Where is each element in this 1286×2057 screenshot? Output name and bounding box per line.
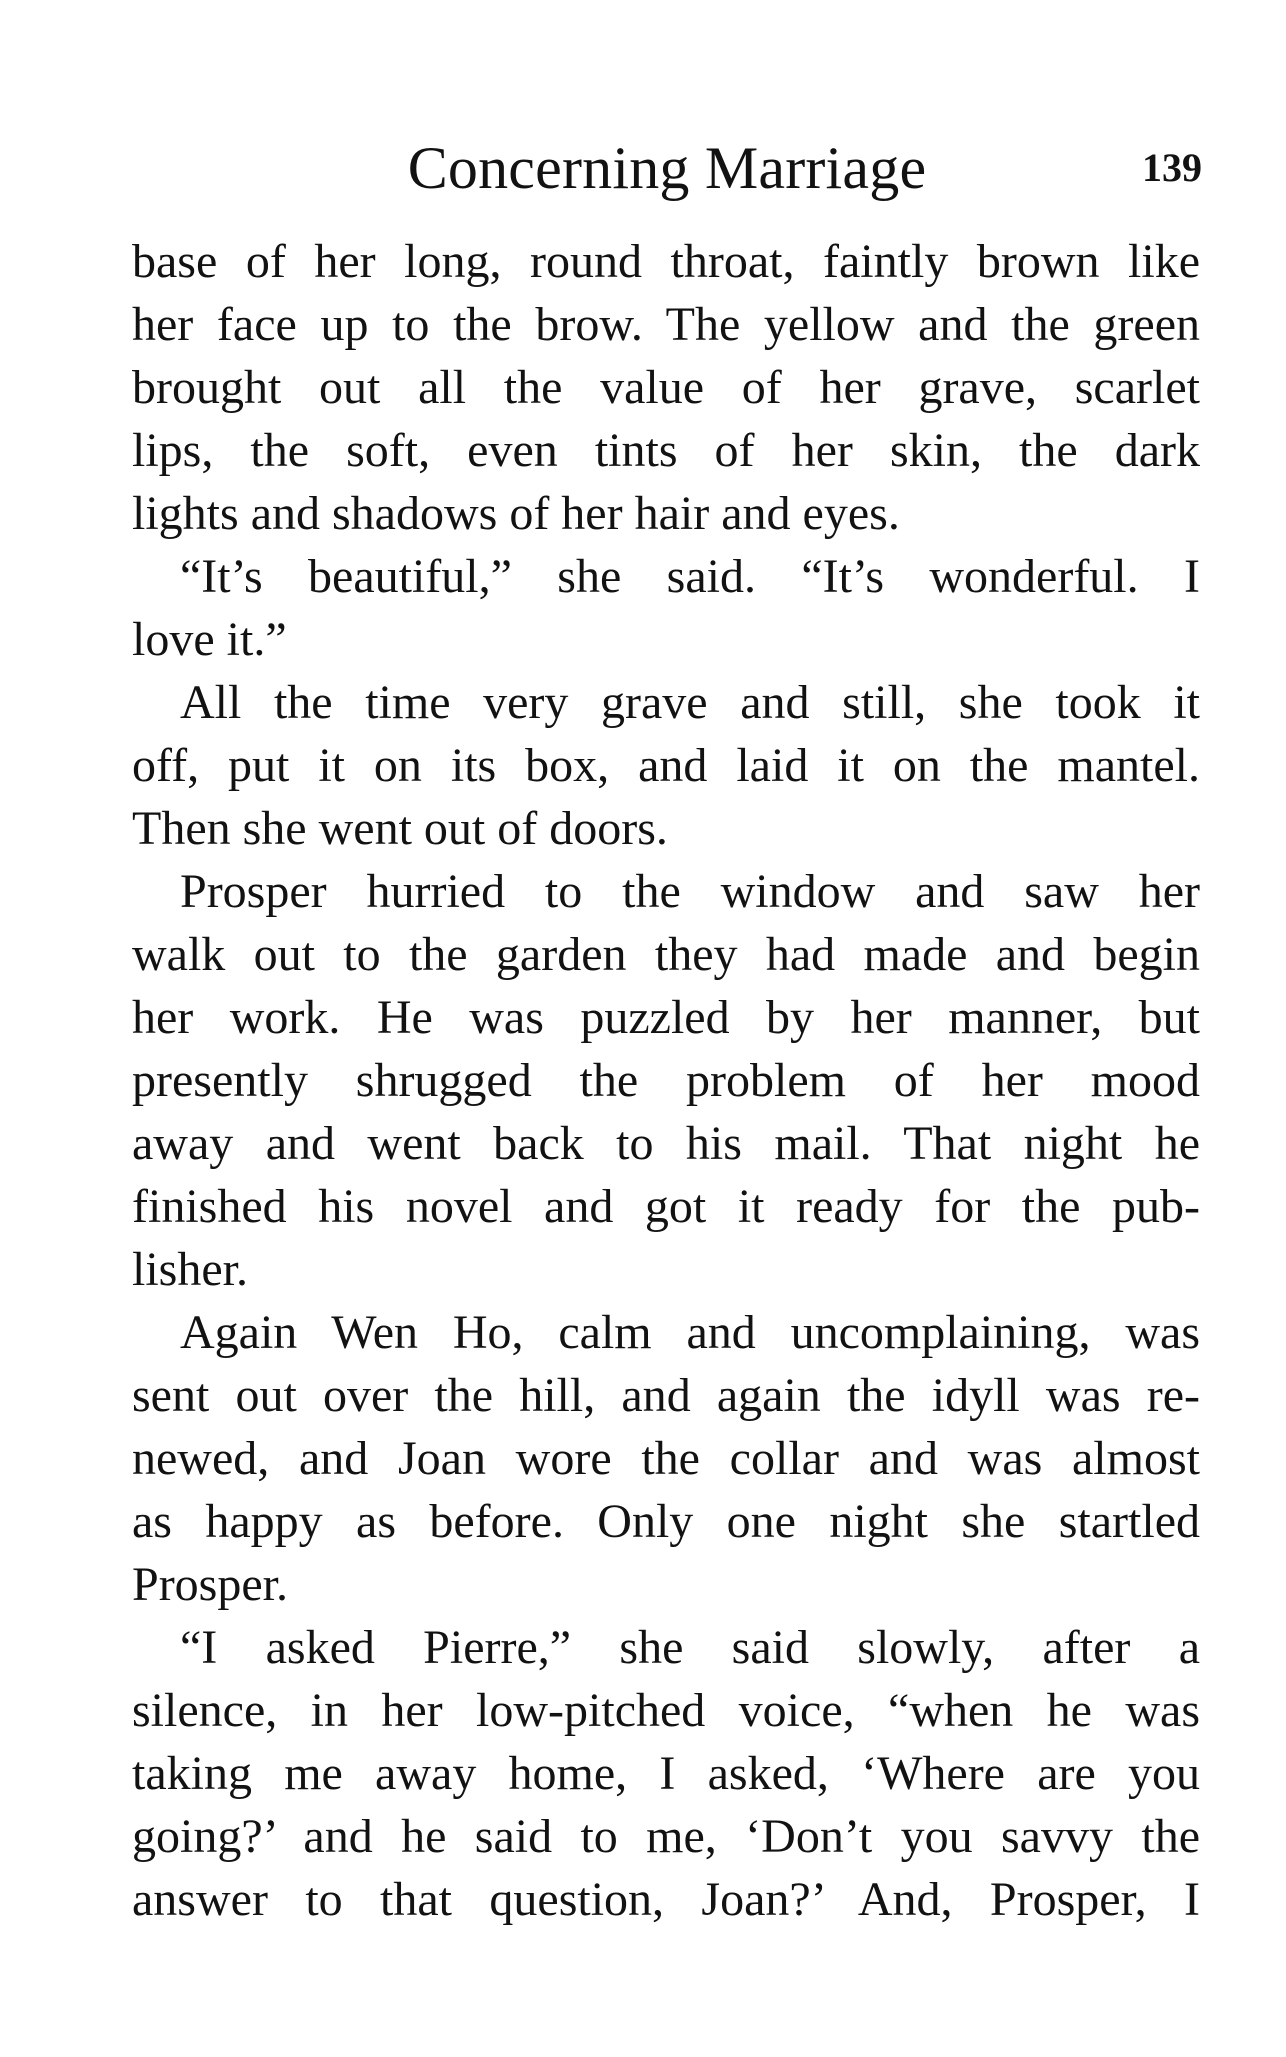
page-number: 139 [1142, 145, 1202, 190]
text-line: her face up to the brow. The yellow and the green [132, 298, 1200, 351]
text-line: presently shrugged the problem of her mood [132, 1054, 1200, 1107]
text-line: finished his novel and got it ready for the pub- [132, 1180, 1200, 1233]
text-line: answer to that question, Joan?’ And, Prosper, I [132, 1873, 1200, 1926]
text-line: sent out over the hill, and again the idyll was re- [132, 1369, 1200, 1422]
text-line: off, put it on its box, and laid it on the mantel. [132, 739, 1200, 792]
running-head [132, 130, 1202, 206]
body-text [132, 230, 1200, 1931]
text-line: taking me away home, I asked, ‘Where are you [132, 1747, 1200, 1800]
text-line: Prosper hurried to the window and saw her [180, 865, 1200, 918]
text-line: newed, and Joan wore the collar and was almost [132, 1432, 1200, 1485]
text-line: lights and shadows of her hair and eyes. [132, 487, 900, 540]
text-line: lisher. [132, 1243, 248, 1296]
text-line: “It’s beautiful,” she said. “It’s wonderful. I [180, 550, 1200, 603]
text-line: “I asked Pierre,” she said slowly, after a [180, 1621, 1200, 1674]
text-line: her work. He was puzzled by her manner, but [132, 991, 1200, 1044]
text-line: as happy as before. Only one night she startled [132, 1495, 1200, 1548]
text-line: Prosper. [132, 1558, 288, 1611]
text-line: Again Wen Ho, calm and uncomplaining, was [180, 1306, 1200, 1359]
text-line: Then she went out of doors. [132, 802, 668, 855]
text-line: lips, the soft, even tints of her skin, the dark [132, 424, 1200, 477]
text-line: away and went back to his mail. That night he [132, 1117, 1200, 1170]
text-line: brought out all the value of her grave, scarlet [132, 361, 1200, 414]
text-line: walk out to the garden they had made and begin [132, 928, 1200, 981]
text-line: base of her long, round throat, faintly brown like [132, 235, 1200, 288]
text-line: All the time very grave and still, she took it [180, 676, 1200, 729]
running-title: Concerning Marriage [407, 135, 927, 201]
text-line: silence, in her low-pitched voice, “when he was [132, 1684, 1200, 1737]
text-line: going?’ and he said to me, ‘Don’t you savvy the [132, 1810, 1200, 1863]
text-line: love it.” [132, 613, 287, 666]
